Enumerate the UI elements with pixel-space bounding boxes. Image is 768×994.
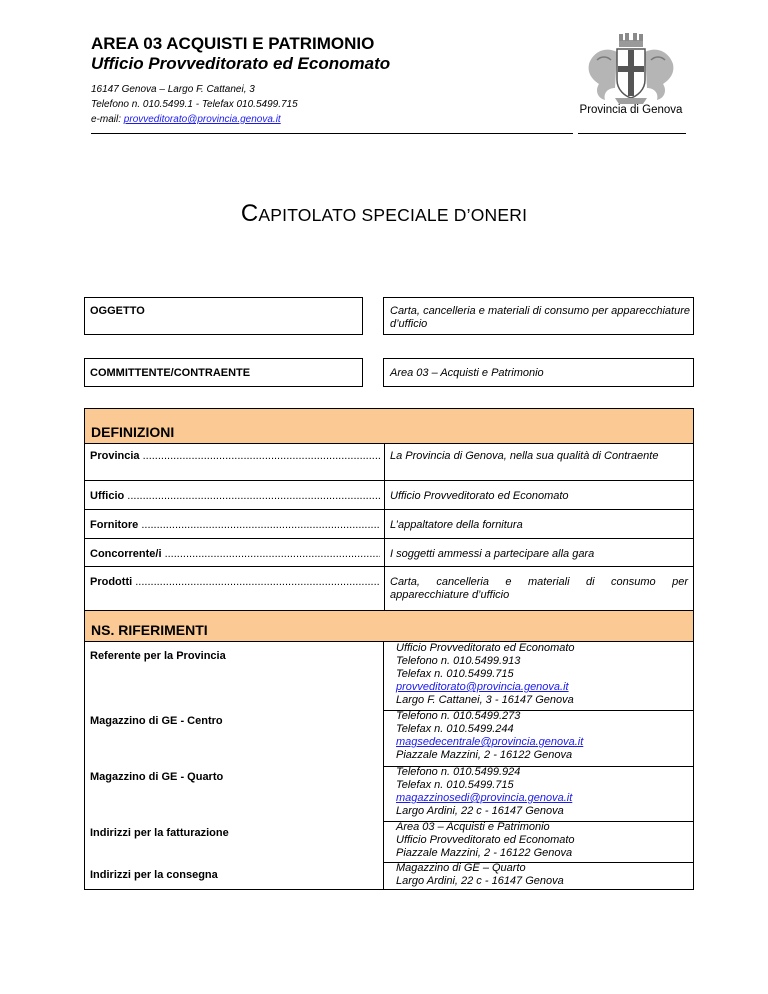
oggetto-label-cell [84, 297, 363, 335]
riferimento-block-quarto [383, 766, 694, 822]
riferimenti-heading-bar-right [383, 610, 694, 642]
office-address: 16147 Genova – Largo F. Cattanei, 3 [91, 84, 255, 95]
definition-term: Prodotti ..... [90, 576, 380, 588]
oggetto-value: Carta, cancelleria e materiali di consumo per apparecchiature d’ufficio [390, 305, 690, 330]
office-phone: Telefono n. 010.5499.1 - Telefax 010.5499.715 [91, 99, 298, 110]
ref-line: Piazzale Mazzini, 2 - 16122 Genova [396, 749, 573, 761]
definition-text: Carta, cancelleria e materiali di consumo per apparecchiature d’ufficio [390, 576, 688, 601]
ref-line: Telefax n. 010.5499.715 [396, 668, 514, 680]
office-title: Ufficio Provveditorato ed Economato [91, 54, 391, 73]
definition-row [84, 539, 694, 567]
ref-line: Telefono n. 010.5499.913 [396, 655, 521, 667]
ref-line: Telefono n. 010.5499.924 [396, 766, 521, 778]
office-email-line [91, 114, 281, 125]
ref-line: Area 03 – Acquisti e Patrimonio [396, 821, 550, 833]
header-divider [91, 133, 573, 134]
definition-text: I soggetti ammessi a partecipare alla gara [390, 548, 595, 560]
definition-term: Concorrente/i ..... [90, 548, 380, 560]
definition-term: Ufficio ..... [90, 490, 380, 502]
ref-line: Largo Ardini, 22 c - 16147 Genova [396, 875, 564, 887]
definizioni-heading-bar [84, 408, 694, 444]
department-title: AREA 03 ACQUISTI E PATRIMONIO [91, 34, 375, 53]
riferimento-label: Indirizzi per la consegna [90, 869, 218, 881]
oggetto-value-cell [383, 297, 694, 335]
definizioni-heading: DEFINIZIONI [91, 424, 175, 440]
office-email-link[interactable]: provveditorato@provincia.genova.it [123, 114, 281, 125]
riferimento-block-centro [383, 710, 694, 767]
definition-text: Ufficio Provveditorato ed Economato [390, 490, 569, 502]
ref-line: Largo Ardini, 22 c - 16147 Genova [396, 805, 564, 817]
ref-line: Telefono n. 010.5499.273 [396, 710, 521, 722]
committente-value-cell [383, 358, 694, 387]
riferimenti-heading-bar [84, 610, 384, 642]
ref-line: Ufficio Provveditorato ed Economato [396, 834, 575, 846]
ref-email-link[interactable]: provveditorato@provincia.genova.it [396, 681, 569, 693]
riferimento-block-fatturazione [383, 821, 694, 863]
definition-row [84, 510, 694, 539]
definition-row [84, 481, 694, 510]
ref-email-link[interactable]: magsedecentrale@provincia.genova.it [396, 736, 584, 748]
header-divider-logo [578, 133, 686, 134]
definition-text: L’appaltatore della fornitura [390, 519, 523, 531]
definition-term: Fornitore ..... [90, 519, 380, 531]
title-rest: APITOLATO SPECIALE D’ONERI [258, 205, 528, 225]
ref-email-link[interactable]: magazzinosedi@provincia.genova.it [396, 792, 573, 804]
riferimento-label: Referente per la Provincia [90, 650, 226, 662]
committente-label: COMMITTENTE/CONTRAENTE [90, 367, 251, 379]
riferimento-label: Magazzino di GE - Quarto [90, 771, 224, 783]
riferimento-label: Indirizzi per la fatturazione [90, 827, 229, 839]
riferimento-block-referente [383, 641, 694, 711]
title-initial: C [240, 200, 259, 227]
oggetto-label: OGGETTO [90, 305, 145, 317]
ref-line: Piazzale Mazzini, 2 - 16122 Genova [396, 847, 573, 859]
ref-line: Magazzino di GE – Quarto [396, 862, 526, 874]
definition-term: Provincia ..... [90, 450, 380, 462]
riferimento-label: Magazzino di GE - Centro [90, 715, 223, 727]
committente-value: Area 03 – Acquisti e Patrimonio [390, 367, 544, 379]
email-label: e-mail: [91, 114, 124, 125]
definition-row [84, 443, 694, 481]
committente-label-cell [84, 358, 363, 387]
logo-caption: Provincia di Genova [579, 104, 683, 116]
definition-text: La Provincia di Genova, nella sua qualità di Contraente [390, 450, 659, 462]
riferimenti-heading: NS. RIFERIMENTI [91, 622, 208, 638]
ref-line: Telefax n. 010.5499.715 [396, 779, 514, 791]
definition-term-cell [85, 567, 385, 610]
ref-line: Telefax n. 010.5499.244 [396, 723, 514, 735]
definition-row [84, 567, 694, 611]
riferimento-block-consegna [383, 862, 694, 890]
riferimenti-labels-column [84, 641, 384, 890]
document-title [0, 200, 768, 228]
ref-line: Largo F. Cattanei, 3 - 16147 Genova [396, 694, 574, 706]
ref-line: Ufficio Provveditorato ed Economato [396, 642, 575, 654]
